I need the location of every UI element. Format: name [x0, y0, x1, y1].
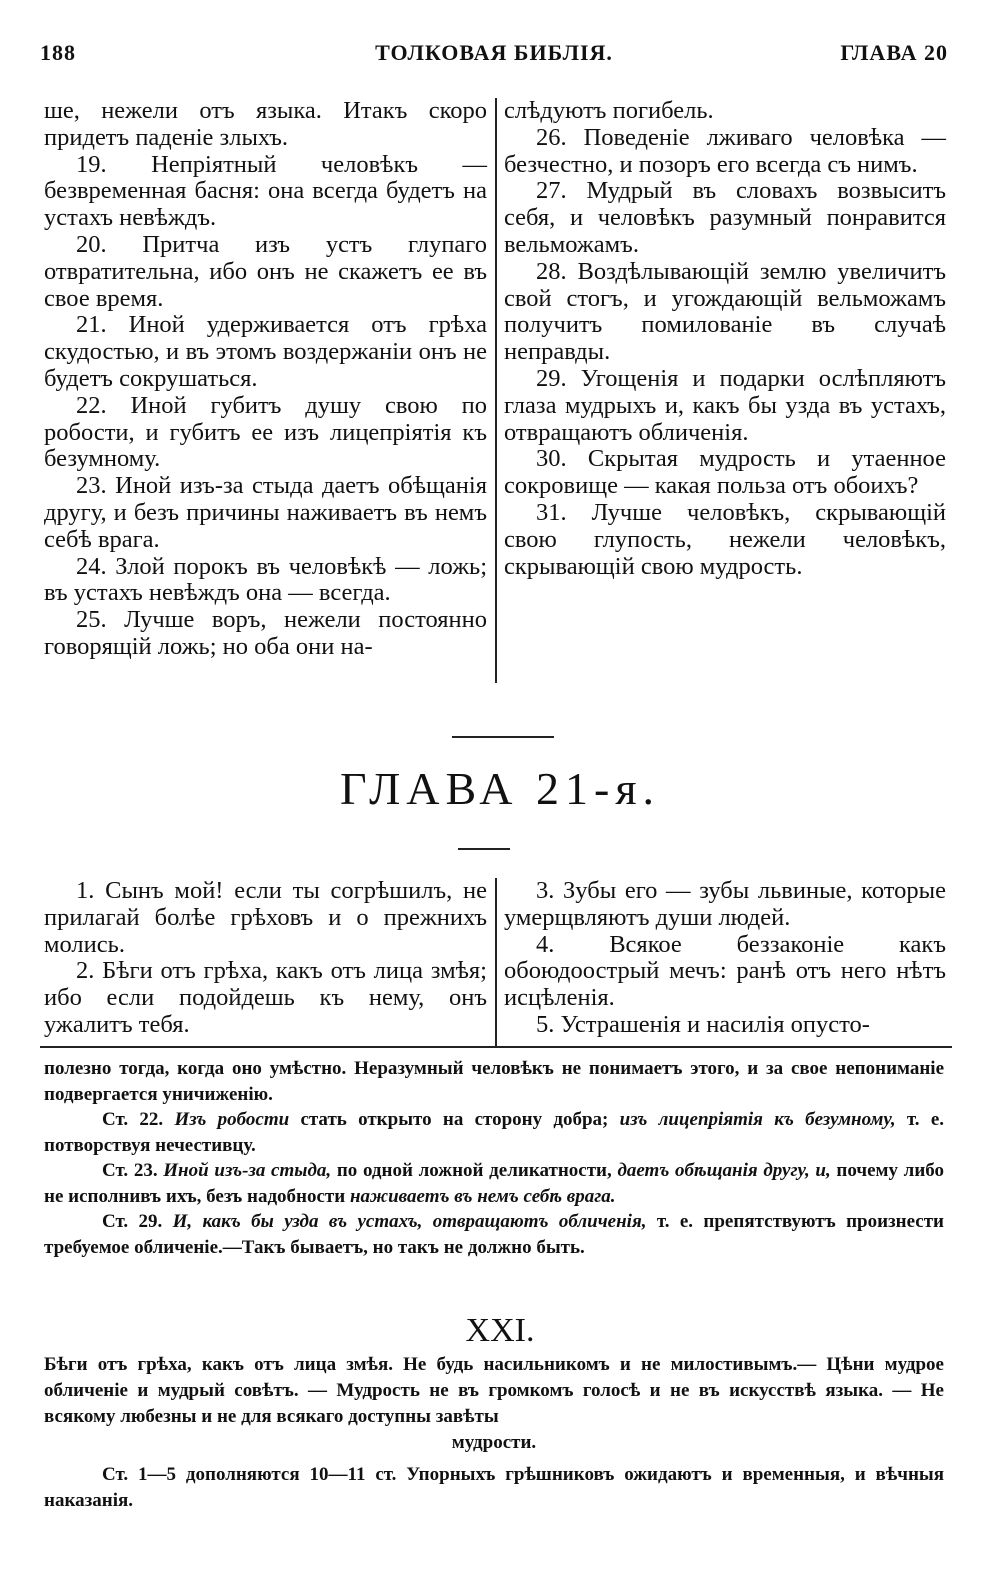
verse-27: 27. Мудрый въ словахъ возвыситъ себя, и человѣкъ разумный понравится вельможамъ.	[504, 177, 946, 258]
verse-3: 3. Зубы его — зубы львиные, которые умерщвляютъ души людей.	[504, 877, 946, 931]
chapter-21-columns	[44, 878, 946, 1048]
verse-continuation: слѣдуютъ погибель.	[504, 97, 714, 124]
section-number: XXI.	[465, 1312, 535, 1349]
column-divider	[495, 878, 497, 1048]
verse-19: 19. Непріятный человѣкъ — безвременная басня: она всегда будетъ на устахъ невѣждъ.	[44, 150, 487, 232]
note-text: т. е. препятствуютъ произнести требуемое обличеніе.—Такъ бываетъ, но такъ не должно быть.	[44, 1211, 945, 1258]
note-ref: Ст. 23.	[102, 1160, 158, 1181]
note-text: почему либо не исполнивъ ихъ, безъ надобности	[44, 1160, 945, 1207]
verse-26: 26. Поведеніе лживаго человѣка — безчестно, и позоръ его всегда съ нимъ.	[504, 123, 946, 178]
verse-28: 28. Воздѣлывающій землю увеличитъ свой стогъ, и угождающій вельможамъ получитъ помилованіе въ случаѣ неправды.	[504, 257, 946, 366]
left-column	[44, 98, 487, 661]
verse-1: 1. Сынъ мой! если ты согрѣшилъ, не прилагай болѣе грѣховъ и о прежнихъ молись.	[44, 877, 487, 958]
note-23	[44, 1158, 944, 1209]
note-ref: Ст. 22.	[102, 1109, 164, 1130]
page-number: 188	[40, 40, 76, 65]
footnote-rule	[40, 1046, 952, 1048]
summary-text: Бѣги отъ грѣха, какъ отъ лица змѣя. Не будь насильникомъ и не милостивымъ.— Цѣни мудрое обличеніе и мудрый совѣтъ. — Мудрость не въ громкомъ голосѣ и не въ искусствѣ языка. — Не всякому любезны и не для всякаго доступны завѣты	[44, 1354, 944, 1427]
verse-5: 5. Устрашенія и насилія опусто-	[536, 1010, 870, 1038]
note-italic: изъ лицепріятія къ безумному,	[619, 1109, 896, 1130]
verse-24: 24. Злой порокъ въ человѣкѣ — ложь; въ устахъ невѣждъ она — всегда.	[44, 552, 487, 607]
note-text: по одной ложной деликатности,	[331, 1160, 618, 1181]
verse-2: 2. Бѣги отъ грѣха, какъ отъ лица змѣя; ибо если подойдешь къ нему, онъ ужалитъ тебя.	[44, 957, 487, 1038]
note-italic: наживаетъ въ немъ себѣ врага.	[349, 1185, 616, 1207]
note-intro: полезно тогда, когда оно умѣстно. Неразумный человѣкъ не понимаетъ этого, и за свое непониманіе подвергается уничиженію.	[44, 1058, 944, 1105]
summary-note: Ст. 1—5 дополняются 10—11 ст. Упорныхъ грѣшниковъ ожидаютъ и временныя, и вѣчныя наказанія.	[44, 1464, 944, 1511]
verse-4: 4. Всякое беззаконіе какъ обоюдоострый мечъ: ранѣ отъ него нѣтъ исцѣленія.	[504, 930, 946, 1012]
note-22	[44, 1107, 944, 1158]
note-italic: даетъ обѣщанія другу, и,	[617, 1160, 831, 1181]
verse-continuation: ше, нежели отъ языка. Итакъ скоро придетъ паденіе злыхъ.	[44, 97, 487, 151]
chapter-heading: ГЛАВА 21-я.	[339, 763, 661, 814]
verse-22: 22. Иной губитъ душу свою по робости, и губитъ ее изъ лицепріятія къ безумному.	[44, 391, 487, 473]
chapter-summary	[44, 1352, 944, 1514]
verse-30: 30. Скрытая мудрость и утаенное сокровище — какая польза отъ обоихъ?	[504, 445, 946, 500]
verse-20: 20. Притча изъ устъ глупаго отвратительна, ибо онъ не скажетъ ее въ свое время.	[44, 230, 487, 312]
verse-31: 31. Лучше человѣкъ, скрывающій свою глупость, нежели человѣкъ, скрывающій свою мудрость.	[504, 498, 946, 580]
chapter-20-columns	[44, 98, 946, 693]
verse-21: 21. Иной удерживается отъ грѣха скудостью, и въ этомъ воздержаніи онъ не будетъ сокрушаться.	[44, 311, 487, 392]
note-text: стать открыто на сторону добра;	[289, 1109, 620, 1130]
note-italic: Иной изъ-за стыда,	[163, 1160, 332, 1181]
column-divider	[495, 98, 497, 683]
summary-last-line: мудрости.	[451, 1432, 537, 1453]
heading-rule-top	[452, 736, 554, 738]
note-29	[44, 1209, 944, 1260]
note-italic: Изъ робости	[174, 1109, 290, 1130]
note-italic: И, какъ бы узда въ устахъ, отвращаютъ обличенія,	[172, 1211, 647, 1232]
right-column	[504, 878, 946, 1039]
running-title: ТОЛКОВАЯ БИБЛІЯ.	[375, 40, 613, 65]
verse-29: 29. Угощенія и подарки ослѣпляютъ глаза мудрыхъ и, какъ бы узда въ устахъ, отвращаютъ обличенія.	[504, 364, 946, 446]
commentary-notes	[44, 1056, 944, 1260]
verse-25: 25. Лучше воръ, нежели постоянно говорящій ложь; но оба они на-	[44, 606, 487, 660]
note-ref: Ст. 29.	[102, 1211, 163, 1232]
note-text: т. е. потворствуя нечестивцу.	[44, 1109, 945, 1156]
right-column	[504, 98, 946, 580]
verse-23: 23. Иной изъ-за стыда даетъ обѣщанія другу, и безъ причины наживаетъ въ немъ себѣ врага.	[44, 472, 487, 553]
left-column	[44, 878, 487, 1039]
running-header	[40, 40, 948, 74]
chapter-label: ГЛАВА 20	[840, 40, 948, 65]
heading-rule-bottom	[458, 848, 510, 850]
